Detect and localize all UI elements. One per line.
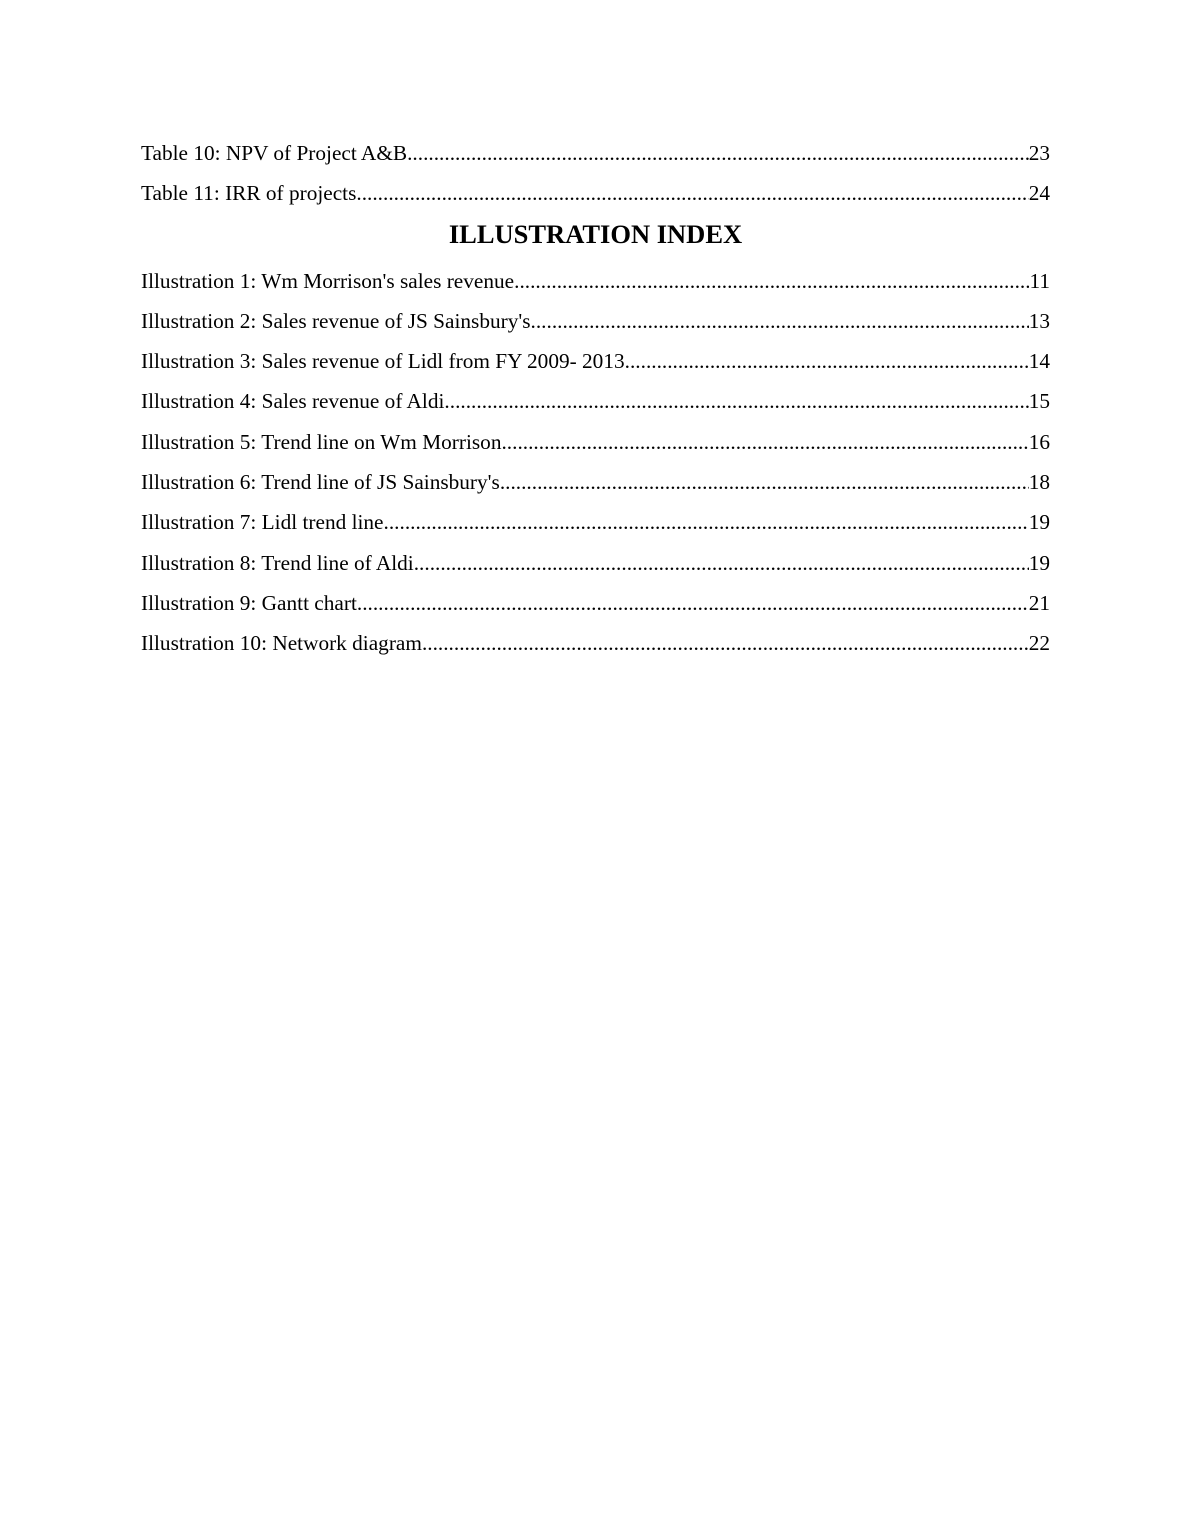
toc-entry-table-10[interactable] [141,138,1050,178]
toc-entry-table-11[interactable] [141,178,1050,218]
illustration-index-heading: ILLUSTRATION INDEX [448,218,743,249]
dot-leader [422,628,1029,658]
toc-entry-illustration-9[interactable] [141,588,1050,628]
toc-entry-page-number: 23 [1028,141,1050,165]
dot-leader [407,138,1029,168]
toc-entry-label: Illustration 2: Sales revenue of JS Sainsbury's [141,308,531,333]
toc-entry-page-number: 14 [1028,349,1050,374]
toc-entry-page-number: 24 [1028,181,1050,206]
document-page [141,138,1050,669]
dot-leader [357,588,1029,618]
toc-entry-page-number: 11 [1029,268,1050,293]
toc-entry-label: Illustration 10: Network diagram [141,631,422,656]
dot-leader [531,306,1029,336]
toc-entry-page-number: 13 [1028,308,1050,333]
toc-entry-label: Table 10: NPV of Project A&B [141,141,408,165]
dot-leader [414,548,1029,578]
dot-leader [514,266,1029,296]
toc-entry-page-number: 15 [1028,389,1050,414]
dot-leader [500,467,1029,497]
dot-leader [625,346,1029,376]
toc-entry-illustration-10[interactable] [141,628,1050,668]
table-index-list [141,138,1050,219]
toc-entry-page-number: 19 [1028,510,1050,535]
toc-entry-label: Illustration 7: Lidl trend line [141,510,384,535]
toc-entry-label: Illustration 1: Wm Morrison's sales revenue [141,268,515,293]
dot-leader [356,178,1028,208]
toc-entry-label: Illustration 4: Sales revenue of Aldi [141,389,445,414]
toc-entry-illustration-6[interactable] [141,467,1050,507]
toc-entry-page-number: 16 [1028,429,1050,454]
toc-entry-illustration-7[interactable] [141,507,1050,547]
illustration-index-list [141,266,1050,669]
toc-entry-illustration-1[interactable] [141,266,1050,306]
toc-entry-page-number: 22 [1028,631,1050,656]
toc-entry-illustration-4[interactable] [141,386,1050,426]
toc-entry-illustration-3[interactable] [141,346,1050,386]
dot-leader [444,386,1028,416]
toc-entry-illustration-5[interactable] [141,427,1050,467]
toc-entry-page-number: 19 [1028,550,1050,575]
dot-leader [384,507,1029,537]
toc-entry-label: Illustration 8: Trend line of Aldi [141,550,414,575]
toc-entry-page-number: 21 [1028,590,1050,615]
toc-entry-label: Illustration 6: Trend line of JS Sainsbury's [141,470,500,495]
toc-entry-label: Illustration 3: Sales revenue of Lidl from FY 2009- 2013 [141,349,625,374]
toc-entry-label: Illustration 5: Trend line on Wm Morrison [141,429,502,454]
dot-leader [501,427,1028,457]
toc-entry-illustration-8[interactable] [141,548,1050,588]
toc-entry-label: Illustration 9: Gantt chart [141,590,357,615]
toc-entry-page-number: 18 [1028,470,1050,495]
toc-entry-label: Table 11: IRR of projects [141,181,357,206]
toc-entry-illustration-2[interactable] [141,306,1050,346]
